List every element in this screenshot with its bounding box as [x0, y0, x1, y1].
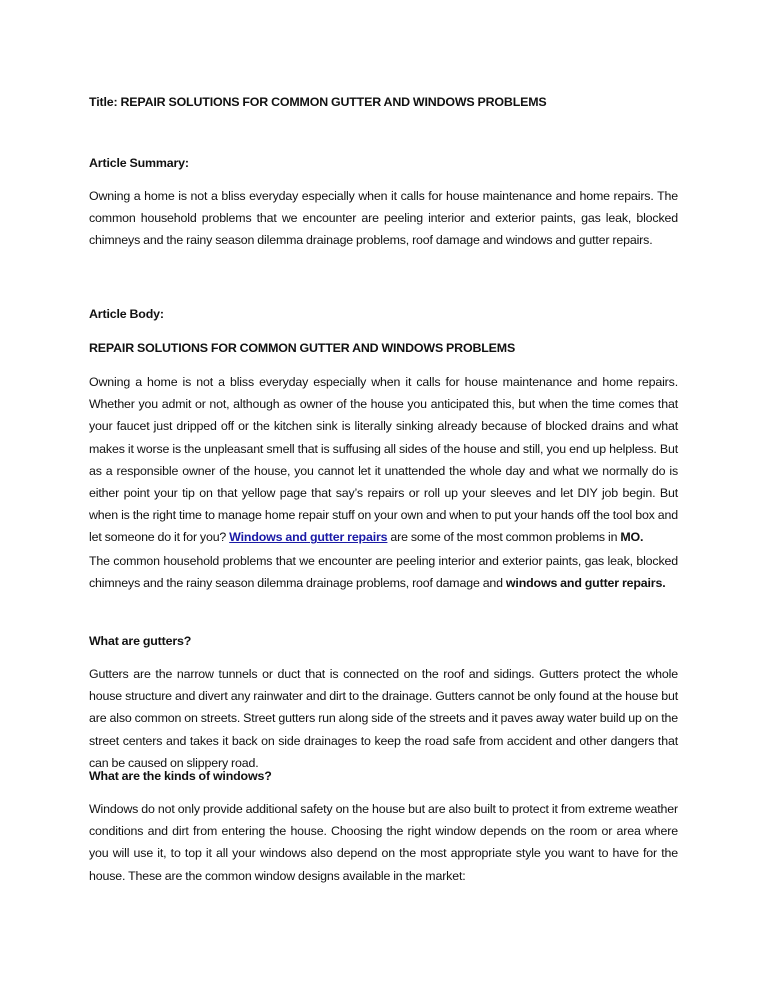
- document-title: Title: REPAIR SOLUTIONS FOR COMMON GUTTER AND WINDOWS PROBLEMS: [89, 95, 547, 109]
- problems-bold-end: windows and gutter repairs.: [505, 576, 666, 591]
- summary-paragraph: Owning a home is not a bliss everyday especially when it calls for house maintenance and home repairs. The common household problems that we encounter are peeling interior and exterior paints, gas leak, blocked chimneys and the rainy season dilemma drainage problems, roof damage and windows and gutter repairs.: [89, 189, 678, 248]
- body-heading: Article Body:: [89, 307, 164, 321]
- intro-text: Owning a home is not a bliss everyday especially when it calls for house maintenance and home repairs. Whether you admit or not, although as owner of the house you anticipated this, but when the time comes that your faucet just dripped off or the kitchen sink is literally sinking already because of blocked drains and what makes it worse is the unpleasant smell that is suffusing all sides of the house and still, you end up helpless. But as a responsible owner of the house, you cannot let it unattended the whole day and what we normally do is either point your tip on that yellow page that say’s repairs or roll up your sleeves and let DIY job begin. But when is the right time to manage home repair stuff on your own and when to put your hands off the tool box and let someone do it for you?: [89, 375, 678, 545]
- windows-heading: What are the kinds of windows?: [89, 769, 272, 783]
- problems-text: The common household problems that we encounter are peeling interior and exterior paints, gas leak, blocked chimneys and the rainy season dilemma drainage problems, roof damage and: [89, 554, 678, 591]
- location-mo: MO.: [620, 530, 644, 545]
- intro-text-after-link: are some of the most common problems in: [387, 530, 621, 545]
- gutters-heading: What are gutters?: [89, 634, 192, 648]
- intro-paragraph: [89, 371, 678, 549]
- problems-paragraph: [89, 550, 678, 594]
- body-title: REPAIR SOLUTIONS FOR COMMON GUTTER AND WINDOWS PROBLEMS: [89, 341, 516, 355]
- gutters-paragraph: Gutters are the narrow tunnels or duct that is connected on the roof and sidings. Gutters protect the whole house structure and divert any rainwater and dirt to the drainage. Gutters cannot be only found at the house but are also common on streets. Street gutters run along side of the streets and it paves away water build up on the street centers and takes it back on side drainages to keep the road safe from accident and other dangers that can be caused on slippery road.: [89, 667, 678, 770]
- windows-paragraph: Windows do not only provide additional safety on the house but are also built to protect it from extreme weather conditions and dirt from entering the house. Choosing the right window depends on the room or area where you will use it, to top it all your windows also depend on the most appropriate style you want to have for the house. These are the common window designs available in the market:: [89, 802, 678, 883]
- summary-heading: Article Summary:: [89, 156, 189, 170]
- windows-gutter-repairs-link[interactable]: Windows and gutter repairs: [229, 530, 388, 545]
